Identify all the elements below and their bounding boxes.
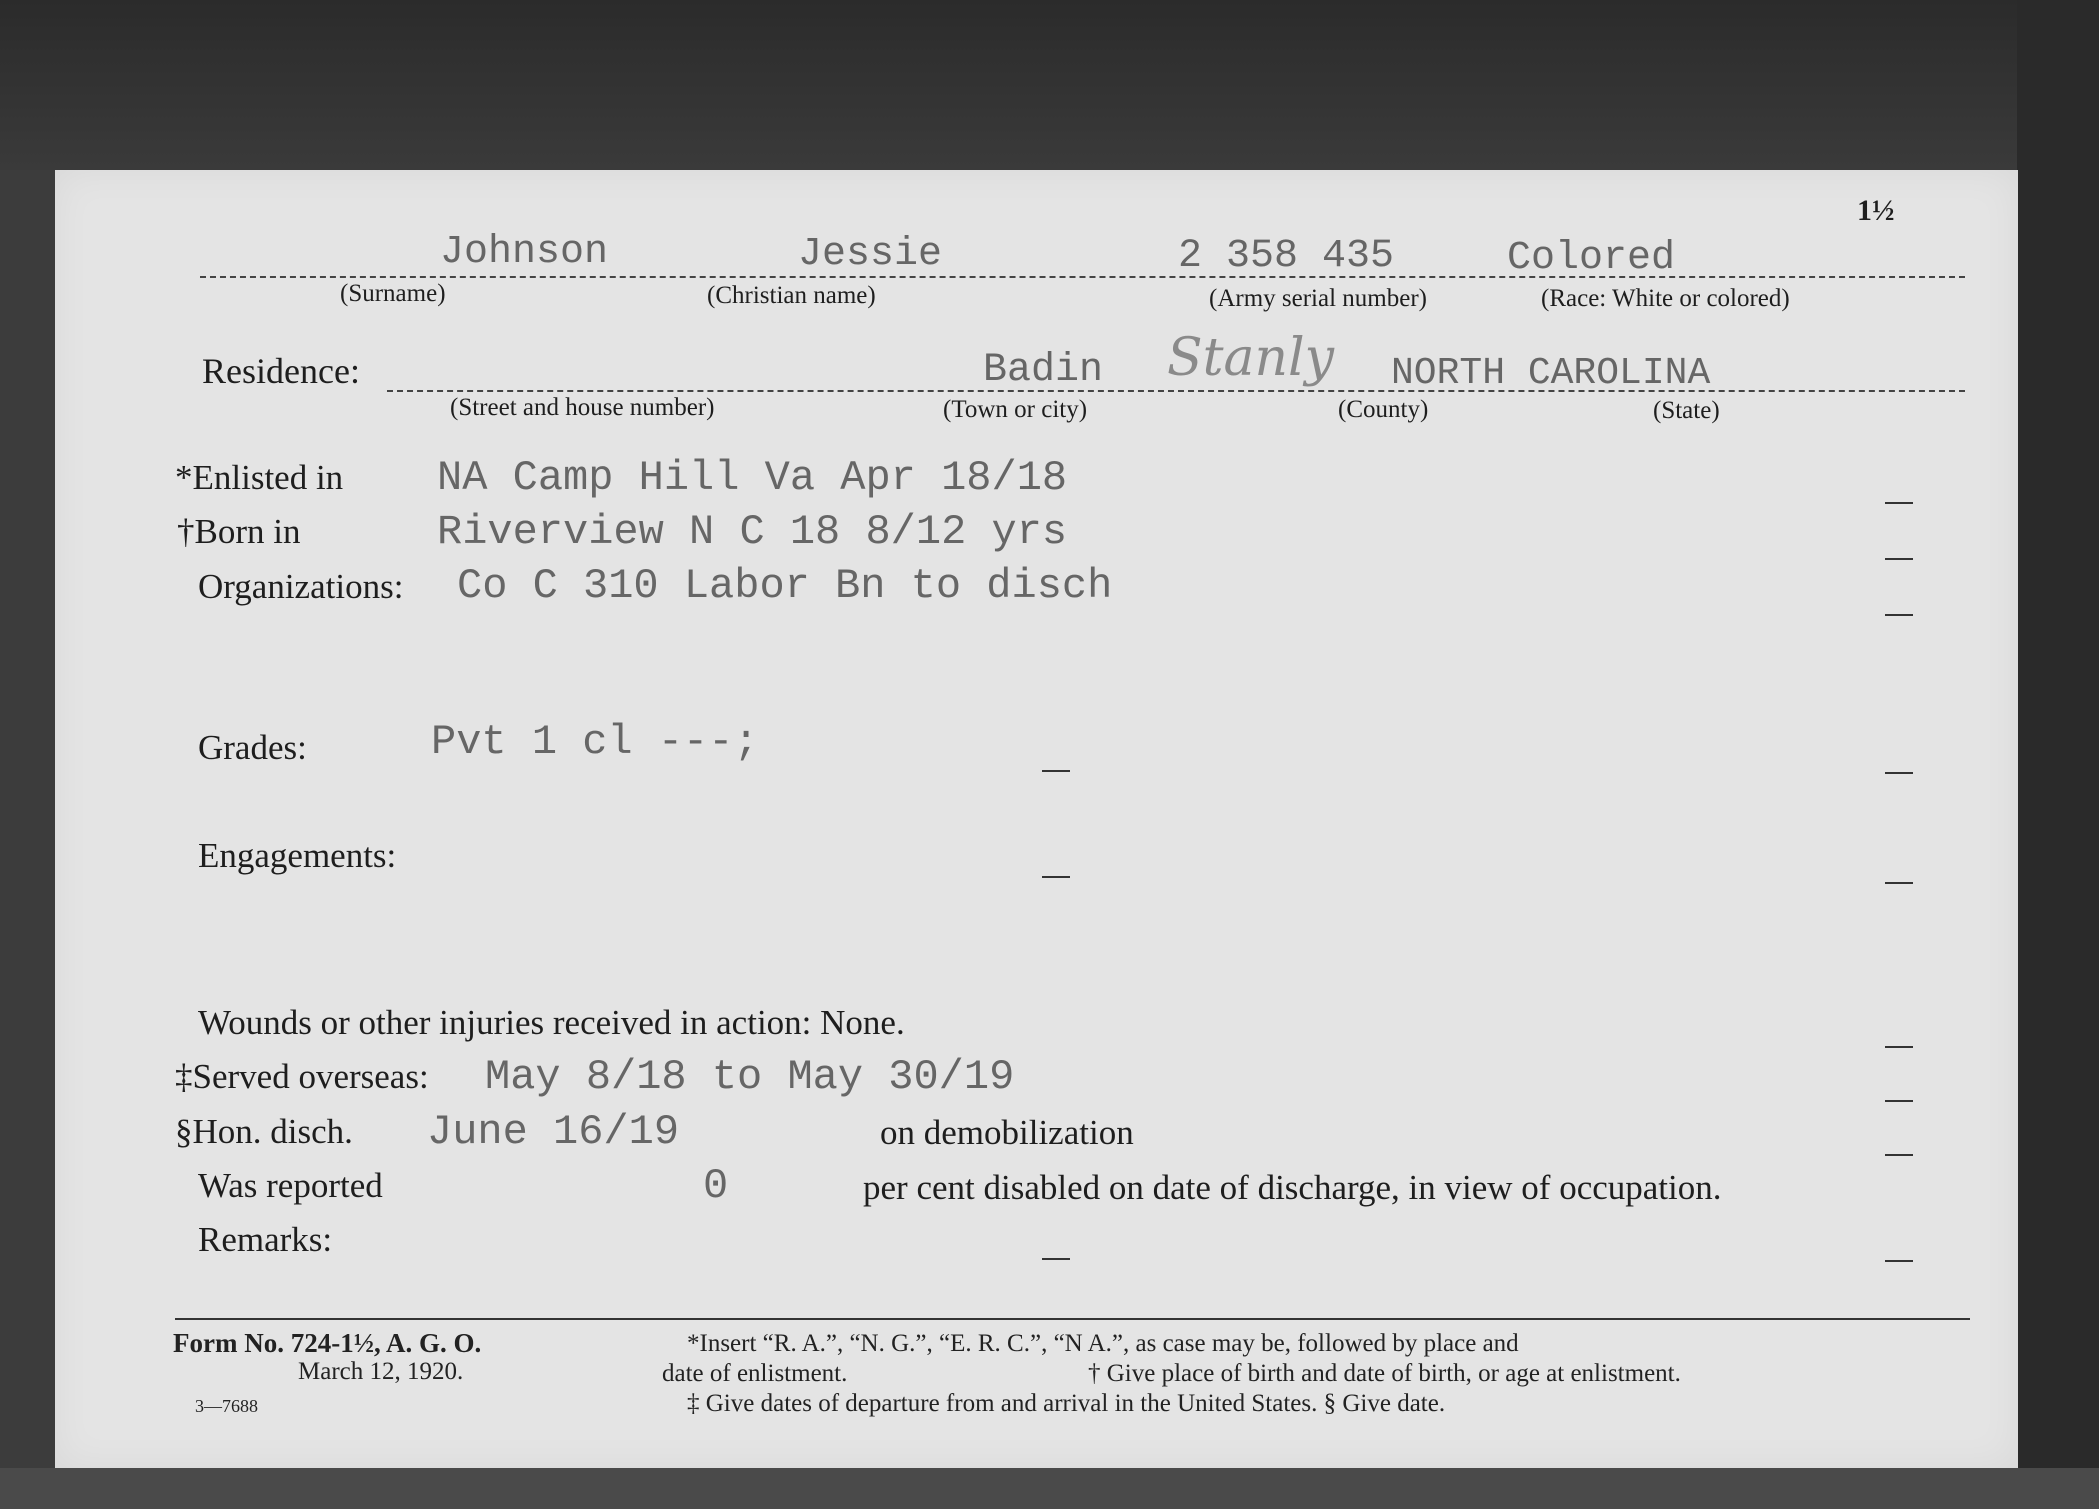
footer-note-line1: *Insert “R. A.”, “N. G.”, “E. R. C.”, “N A.”, as case may be, followed by place and: [687, 1330, 1519, 1357]
born-value: Riverview N C 18 8/12 yrs: [437, 508, 1068, 556]
record-card: [55, 170, 2018, 1468]
born-mark: †: [177, 512, 195, 551]
residence-state-value: NORTH CAROLINA: [1391, 352, 1711, 395]
footer-note-line2b: † Give place of birth and date of birth, or age at enlistment.: [1088, 1360, 1681, 1387]
enlisted-mark: *: [175, 458, 193, 497]
edge-dash: [1885, 1046, 1913, 1048]
race-value: Colored: [1507, 236, 1676, 281]
edge-dash: [1042, 770, 1070, 772]
overseas-label: Served overseas:: [192, 1057, 429, 1096]
enlisted-label: Enlisted in: [192, 458, 344, 497]
overseas-value: May 8/18 to May 30/19: [485, 1053, 1015, 1101]
discharge-value: June 16/19: [427, 1108, 680, 1156]
wounds-row: [198, 1003, 905, 1043]
background-right: [2017, 0, 2099, 1509]
street-caption: (Street and house number): [450, 394, 715, 421]
residence-town-value: Badin: [983, 348, 1104, 393]
serial-number-caption: (Army serial number): [1209, 285, 1427, 312]
discharge-suffix: on demobilization: [880, 1113, 1134, 1152]
corner-mark: 1½: [1857, 194, 1895, 227]
form-number: Form No. 724-1½, A. G. O.: [173, 1328, 482, 1358]
remarks-label: Remarks:: [198, 1220, 333, 1259]
christian-name-caption: (Christian name): [707, 282, 876, 309]
edge-dash: [1885, 1154, 1913, 1156]
edge-dash: [1885, 772, 1913, 774]
wounds-label: Wounds or other injuries received in action:: [198, 1003, 812, 1042]
overseas-mark: ‡: [175, 1057, 193, 1096]
overseas-label-row: [175, 1057, 429, 1097]
discharge-label-row: [175, 1112, 353, 1152]
wounds-value: None.: [820, 1003, 905, 1042]
edge-dash: [1885, 614, 1913, 616]
serial-number-value: 2 358 435: [1178, 234, 1395, 279]
edge-dash: [1885, 1260, 1913, 1262]
surname-value: Johnson: [440, 230, 609, 275]
reported-value: 0: [703, 1162, 729, 1210]
organizations-label: Organizations:: [198, 567, 404, 606]
grades-label: Grades:: [198, 728, 307, 767]
edge-dash: [1042, 1258, 1070, 1260]
footer-note-line3: ‡ Give dates of departure from and arrival in the United States. § Give date.: [687, 1390, 1446, 1417]
edge-dash: [1885, 502, 1913, 504]
footer-rule: [175, 1318, 1970, 1320]
edge-dash: [1042, 876, 1070, 878]
residence-county-handwritten: Stanly: [1167, 328, 1335, 388]
town-caption: (Town or city): [943, 396, 1088, 423]
grades-value: Pvt 1 cl ---;: [431, 718, 759, 766]
discharge-label: Hon. disch.: [192, 1112, 353, 1151]
name-row-line: [200, 276, 1965, 278]
reported-label: Was reported: [198, 1166, 383, 1205]
born-label: Born in: [194, 512, 301, 551]
edge-dash: [1885, 1100, 1913, 1102]
residence-label: Residence:: [202, 351, 360, 391]
residence-line: [387, 390, 1965, 392]
background-top: [0, 0, 2099, 170]
footer-note-line2a: date of enlistment.: [662, 1360, 848, 1387]
reported-suffix: per cent disabled on date of discharge, in view of occupation.: [863, 1168, 1722, 1207]
edge-dash: [1885, 882, 1913, 884]
race-caption: (Race: White or colored): [1541, 285, 1790, 312]
form-date: March 12, 1920.: [298, 1358, 464, 1385]
discharge-mark: §: [175, 1112, 193, 1151]
enlisted-value: NA Camp Hill Va Apr 18/18: [437, 454, 1068, 502]
engagements-label: Engagements:: [198, 836, 397, 875]
county-caption: (County): [1338, 396, 1429, 423]
state-caption: (State): [1653, 397, 1720, 424]
christian-name-value: Jessie: [798, 232, 943, 277]
print-code: 3—7688: [195, 1396, 258, 1416]
edge-dash: [1885, 558, 1913, 560]
background-bottom: [0, 1468, 2099, 1509]
born-label-row: [177, 512, 300, 552]
organizations-value: Co C 310 Labor Bn to disch: [457, 562, 1113, 610]
surname-caption: (Surname): [340, 280, 446, 307]
enlisted-label-row: [175, 458, 343, 498]
